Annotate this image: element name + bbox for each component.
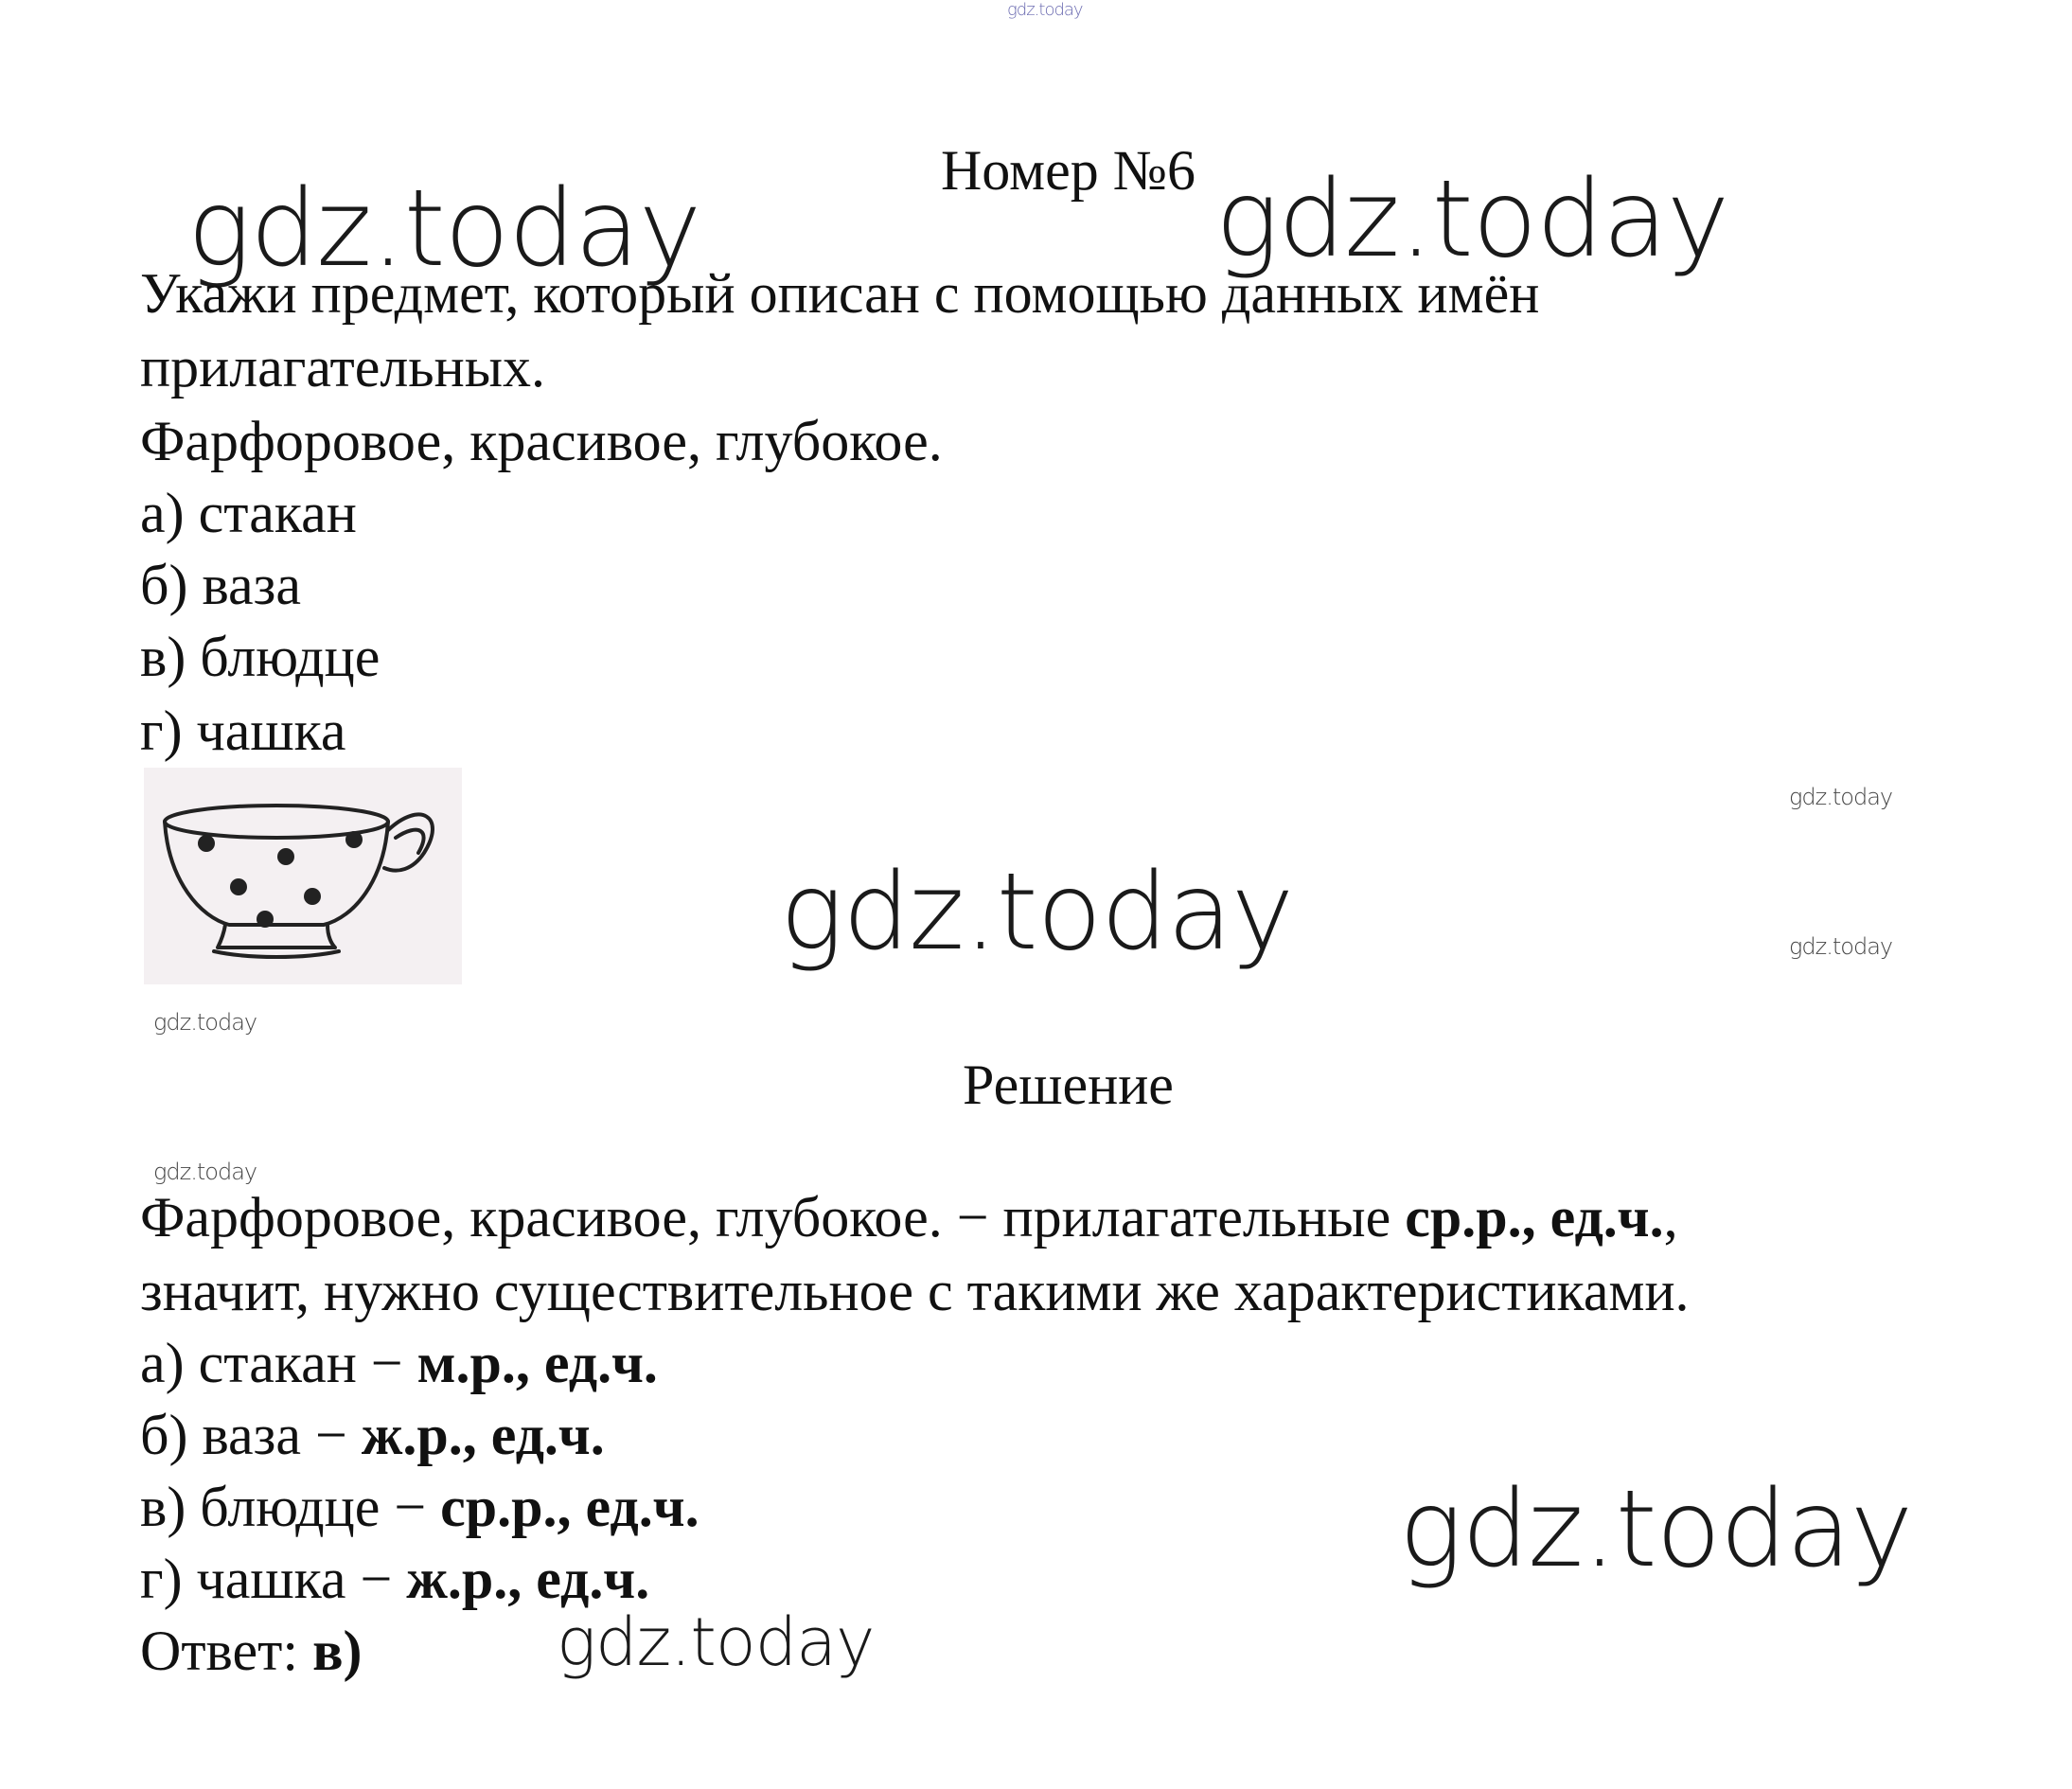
solution-line-1-text: Фарфоровое, красивое, глубокое. − прилагательные (140, 1186, 1406, 1249)
solution-item-b (140, 1399, 605, 1471)
watermark-large-2: gdz.today (1215, 158, 1729, 281)
task-option-d: г) чашка (140, 700, 346, 762)
teacup-icon (144, 768, 462, 984)
solution-item-grammar: м.р., ед.ч. (416, 1332, 658, 1394)
watermark-top: gdz.today (1007, 0, 1083, 20)
watermark-large-1: gdz.today (187, 168, 701, 291)
solution-item-grammar: ж.р., ед.ч. (406, 1548, 650, 1610)
watermark-small-3: gdz.today (153, 1009, 257, 1036)
task-option-b: б) ваза (140, 554, 302, 616)
solution-line-1 (140, 1181, 1678, 1253)
solution-item-c (140, 1471, 700, 1543)
solution-item-d (140, 1543, 649, 1615)
watermark-large-3: gdz.today (780, 851, 1294, 974)
watermark-small-1: gdz.today (1789, 784, 1893, 810)
solution-line-1-grammar: ср.р., ед.ч. (1405, 1186, 1664, 1249)
task-number-title: Номер №6 (940, 139, 1196, 202)
solution-title: Решение (963, 1054, 1174, 1116)
solution-item-grammar: ср.р., ед.ч. (440, 1476, 700, 1538)
task-option-c: в) блюдце (140, 626, 381, 688)
task-prompt-line-2: прилагательных. (140, 336, 546, 399)
answer-value: в) (312, 1620, 363, 1682)
watermark-small-2: gdz.today (1789, 933, 1893, 960)
solution-item-word: г) чашка − (140, 1548, 407, 1610)
task-adjectives: Фарфоровое, красивое, глубокое. (140, 410, 943, 472)
watermark-large-4: gdz.today (1399, 1468, 1913, 1591)
solution-line-1-tail: , (1663, 1186, 1678, 1249)
solution-item-word: в) блюдце − (140, 1476, 441, 1538)
watermark-medium-1: gdz.today (557, 1603, 875, 1681)
watermark-small-4: gdz.today (153, 1159, 257, 1185)
solution-item-a (140, 1327, 658, 1399)
solution-item-word: а) стакан − (140, 1332, 417, 1394)
cup-illustration (144, 768, 462, 984)
solution-item-grammar: ж.р., ед.ч. (361, 1404, 605, 1466)
task-option-a: а) стакан (140, 482, 357, 544)
answer-label: Ответ: (140, 1620, 313, 1682)
answer-line (140, 1615, 362, 1687)
task-prompt-line-1: Укажи предмет, который описан с помощью данных имён (140, 262, 1540, 325)
solution-item-word: б) ваза − (140, 1404, 362, 1466)
solution-line-2: значит, нужно существительное с такими же характеристиками. (140, 1260, 1690, 1322)
